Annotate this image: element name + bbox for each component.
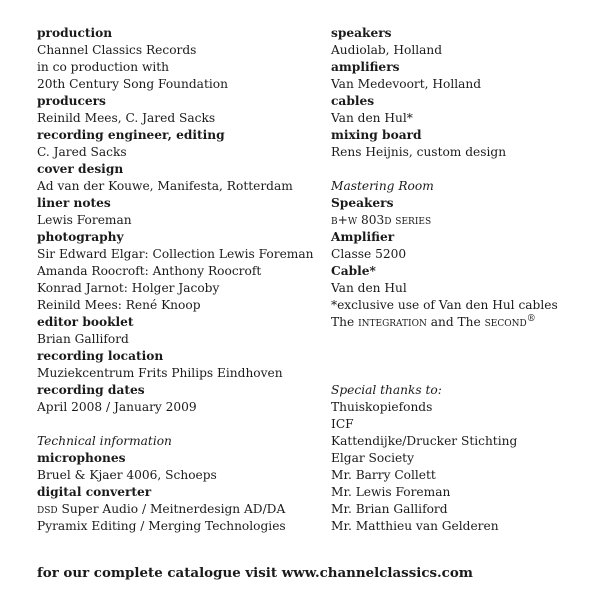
- amplifiers-heading: amplifiers: [331, 60, 400, 74]
- registered-mark: ®: [526, 314, 536, 324]
- mastering-cable-value: Van den Hul: [331, 281, 407, 295]
- thanks-item: Mr. Brian Galliford: [331, 502, 448, 516]
- photography-credit: Amanda Roocroft: Anthony Roocroft: [37, 264, 262, 278]
- special-thanks-title: Special thanks to:: [331, 383, 442, 397]
- editing-system-value: Pyramix Editing / Merging Technologies: [37, 519, 286, 533]
- digital-converter-value: [37, 501, 322, 518]
- photography-credit: Reinild Mees: René Knoop: [37, 298, 201, 312]
- speakers-heading: speakers: [331, 26, 392, 40]
- mastering-room-title: Mastering Room: [331, 179, 434, 193]
- mixing-board-heading: mixing board: [331, 128, 422, 142]
- mastering-cable-heading: Cable*: [331, 264, 376, 278]
- editor-booklet-heading: editor booklet: [37, 315, 134, 329]
- thanks-item: Thuiskopiefonds: [331, 400, 433, 414]
- second-label: second: [484, 315, 527, 329]
- credits-right-column: [331, 25, 586, 535]
- recording-dates-value: April 2008 / January 2009: [37, 400, 197, 414]
- recording-location-value: Muziekcentrum Frits Philips Eindhoven: [37, 366, 283, 380]
- production-line: 20th Century Song Foundation: [37, 77, 228, 91]
- digital-converter-heading: digital converter: [37, 485, 152, 499]
- thanks-item: Mr. Lewis Foreman: [331, 485, 451, 499]
- cover-design-heading: cover design: [37, 162, 124, 176]
- mastering-amplifier-value: Classe 5200: [331, 247, 407, 261]
- amplifiers-value: Van Medevoort, Holland: [331, 77, 482, 91]
- thanks-item: Mr. Barry Collett: [331, 468, 436, 482]
- thanks-item: ICF: [331, 417, 354, 431]
- producers-value: Reinild Mees, C. Jared Sacks: [37, 111, 216, 125]
- production-heading: production: [37, 26, 113, 40]
- mastering-amplifier-heading: Amplifier: [331, 230, 395, 244]
- mastering-speakers-value: b+w 803d series: [331, 213, 432, 227]
- production-line: in co production with: [37, 60, 170, 74]
- production-line: Channel Classics Records: [37, 43, 197, 57]
- engineer-value: C. Jared Sacks: [37, 145, 127, 159]
- microphones-value: Bruel & Kjaer 4006, Schoeps: [37, 468, 217, 482]
- catalogue-footer: for our complete catalogue visit www.channelclassics.com: [37, 565, 473, 581]
- technical-information-title: Technical information: [37, 434, 172, 448]
- converter-rest: Super Audio / Meitnerdesign AD/DA: [57, 502, 286, 516]
- liner-notes-value: Lewis Foreman: [37, 213, 132, 227]
- editor-booklet-value: Brian Galliford: [37, 332, 129, 346]
- thanks-item: Kattendijke/Drucker Stichting: [331, 434, 518, 448]
- thanks-item: Elgar Society: [331, 451, 414, 465]
- credits-left-column: [37, 25, 322, 535]
- liner-notes-heading: liner notes: [37, 196, 111, 210]
- mastering-speakers-heading: Speakers: [331, 196, 394, 210]
- cover-design-value: Ad van der Kouwe, Manifesta, Rotterdam: [37, 179, 293, 193]
- photography-credit: Sir Edward Elgar: Collection Lewis Foreman: [37, 247, 314, 261]
- engineer-heading: recording engineer, editing: [37, 128, 225, 142]
- integration-label: integration: [358, 315, 427, 329]
- speakers-value: Audiolab, Holland: [331, 43, 443, 57]
- photography-credit: Konrad Jarnot: Holger Jacoby: [37, 281, 220, 295]
- recording-location-heading: recording location: [37, 349, 164, 363]
- thanks-item: Mr. Matthieu van Gelderen: [331, 519, 499, 533]
- producers-heading: producers: [37, 94, 106, 108]
- cables-heading: cables: [331, 94, 375, 108]
- dsd-label: dsd: [37, 502, 58, 516]
- mixing-board-value: Rens Heijnis, custom design: [331, 145, 507, 159]
- exclusive-cable-note: *exclusive use of Van den Hul cables: [331, 298, 558, 312]
- microphones-heading: microphones: [37, 451, 126, 465]
- integration-second-line: The integration and The second®: [331, 314, 536, 329]
- recording-dates-heading: recording dates: [37, 383, 145, 397]
- cables-value: Van den Hul*: [331, 111, 413, 125]
- photography-heading: photography: [37, 230, 124, 244]
